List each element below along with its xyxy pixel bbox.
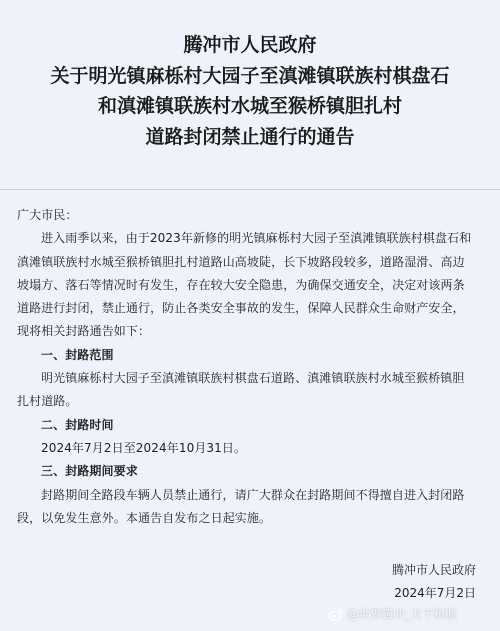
watermark-text: @世界腾冲_天下和顺 [347,607,457,621]
weibo-icon [328,608,344,621]
signature-date: 2024年7月2日 [394,586,476,600]
notice-body [17,204,487,530]
title-line-1: 腾冲市人民政府 [183,34,317,56]
intro-line: 进入雨季以来，由于2023年新修的明光镇麻栎村大园子至滇滩镇联族村棋盘石和 [41,231,472,246]
notice-title [0,34,500,157]
intro-line: 现将相关封路通告如下： [17,324,151,339]
salutation: 广大市民： [17,208,78,222]
title-line-4: 道路封闭禁止通行的通告 [145,126,355,149]
title-line-2: 关于明光镇麻栎村大园子至滇滩镇联族村棋盘石 [50,64,450,87]
section-requirements-line: 段，以免发生意外。本通告自发布之日起实施。 [17,510,272,525]
section-scope-line: 扎村道路。 [17,394,78,409]
watermark [328,606,500,622]
section-scope-line: 明光镇麻栎村大园子至滇滩镇联族村棋盘石道路、滇滩镇联族村水城至猴桥镇胆 [41,371,465,386]
signature-org: 腾冲市人民政府 [391,563,476,577]
title-divider [0,189,500,190]
section-time-line: 2024年7月2日至2024年10月31日。 [41,440,247,455]
section-heading-requirements: 三、封路期间要求 [41,464,138,479]
section-requirements-line: 封路期间全路段车辆人员禁止通行，请广大群众在封路期间不得擅自进入封闭路 [41,487,465,502]
section-heading-scope: 一、封路范围 [41,347,114,362]
intro-line: 滇滩镇联族村水城至猴桥镇胆扎村道路山高坡陡，长下坡路段较多，道路湿滑、高边 [17,254,465,269]
intro-line: 坡塌方、落石等情况时有发生，存在较大安全隐患，为确保交通安全，决定对该两条 [17,277,465,292]
title-line-3: 和滇滩镇联族村水城至猴桥镇胆扎村 [97,95,402,118]
intro-line: 道路进行封闭，禁止通行，防止各类安全事故的发生，保障人民群众生命财产安全， [17,301,465,316]
section-heading-time: 二、封路时间 [41,417,114,432]
